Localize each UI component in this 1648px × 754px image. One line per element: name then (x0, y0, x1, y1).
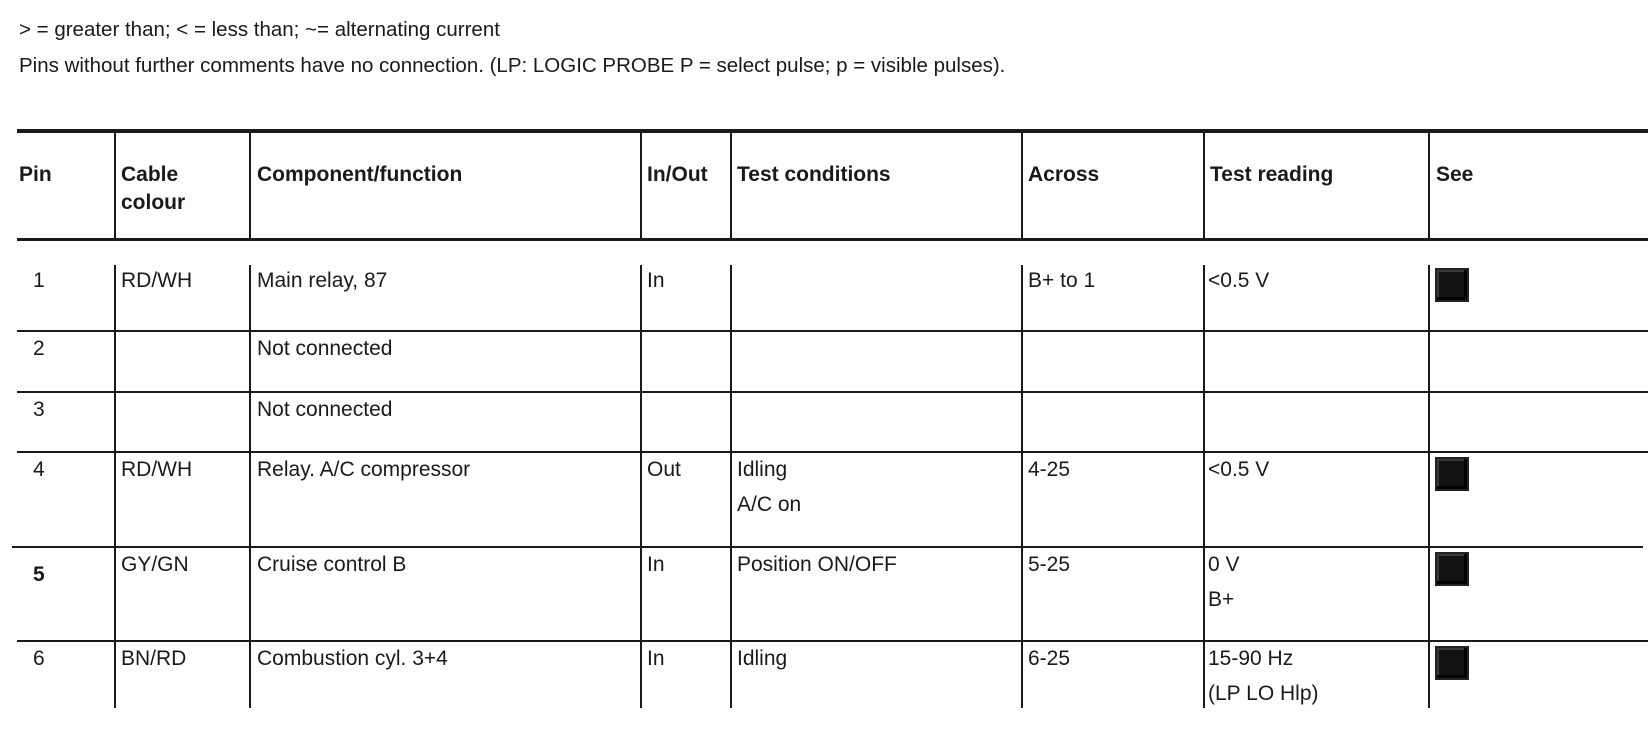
see-reference-box (1435, 552, 1469, 586)
header-col-divider (114, 133, 116, 238)
legend-connection-note: Pins without further comments have no connection. (LP: LOGIC PROBE P = select pulse; p = visible pulses). (19, 54, 1006, 77)
pin-number: 4 (33, 458, 45, 481)
legend-symbols-note: > = greater than; < = less than; ~= alternating current (19, 18, 500, 41)
pin-number: 3 (33, 398, 45, 421)
row-col-divider (1021, 392, 1023, 453)
across-pins: 5-25 (1028, 553, 1071, 576)
row-col-divider (730, 452, 732, 548)
row-col-divider (1021, 331, 1023, 393)
header-cable-line1: Cable (121, 163, 179, 186)
in-out: Out (647, 458, 681, 481)
row-col-divider (640, 392, 642, 453)
header-test-conditions: Test conditions (737, 163, 891, 186)
header-test-reading: Test reading (1210, 163, 1334, 186)
row-col-divider (1428, 547, 1430, 642)
header-pin: Pin (19, 163, 52, 186)
across-pins: 6-25 (1028, 647, 1071, 670)
in-out: In (647, 553, 665, 576)
header-col-divider (1021, 133, 1023, 238)
header-bottom-rule (17, 238, 1648, 241)
pin-number: 2 (33, 337, 45, 360)
header-across: Across (1028, 163, 1100, 186)
row-col-divider (640, 641, 642, 708)
header-see: See (1436, 163, 1474, 186)
cable-colour: GY/GN (121, 553, 189, 576)
row-col-divider (1203, 641, 1205, 708)
test-reading-line1: 0 V (1208, 553, 1240, 576)
header-cable-colour (121, 161, 185, 217)
row-col-divider (1428, 331, 1430, 393)
table-top-rule (17, 129, 1648, 133)
cable-colour: BN/RD (121, 647, 187, 670)
row-col-divider (114, 331, 116, 393)
header-col-divider (640, 133, 642, 238)
pin-number: 5 (33, 563, 45, 586)
header-inout: In/Out (647, 163, 708, 186)
component-function: Not connected (257, 398, 393, 421)
row-col-divider (1203, 392, 1205, 453)
component-function: Relay. A/C compressor (257, 458, 471, 481)
row-col-divider (249, 452, 251, 548)
test-condition-line1: Idling (737, 647, 788, 670)
test-reading-line1: <0.5 V (1208, 458, 1270, 481)
test-reading-line1: 15-90 Hz (1208, 647, 1294, 670)
header-col-divider (1203, 133, 1205, 238)
component-function: Combustion cyl. 3+4 (257, 647, 448, 670)
pin-number: 1 (33, 269, 45, 292)
row-col-divider (1428, 641, 1430, 708)
row-col-divider (114, 641, 116, 708)
test-reading-line2: B+ (1208, 588, 1235, 611)
row-col-divider (640, 547, 642, 642)
see-reference-box (1435, 268, 1469, 302)
row-col-divider (1428, 452, 1430, 548)
test-reading-line1: <0.5 V (1208, 269, 1270, 292)
header-col-divider (730, 133, 732, 238)
see-reference-box (1435, 457, 1469, 491)
test-condition-line2: A/C on (737, 493, 802, 516)
cable-colour: RD/WH (121, 458, 193, 481)
across-pins: B+ to 1 (1028, 269, 1096, 292)
row-col-divider (730, 641, 732, 708)
row-col-divider (1203, 265, 1205, 332)
across-pins: 4-25 (1028, 458, 1071, 481)
row-col-divider (730, 265, 732, 332)
row-col-divider (249, 392, 251, 453)
row-col-divider (249, 265, 251, 332)
row-col-divider (114, 265, 116, 332)
row-col-divider (1021, 452, 1023, 548)
see-reference-box (1435, 646, 1469, 680)
component-function: Not connected (257, 337, 393, 360)
row-col-divider (249, 641, 251, 708)
row-col-divider (249, 547, 251, 642)
header-cable-line2: colour (121, 191, 186, 214)
row-col-divider (730, 392, 732, 453)
row-col-divider (640, 331, 642, 393)
row-col-divider (114, 452, 116, 548)
row-col-divider (1203, 452, 1205, 548)
header-col-divider (1428, 133, 1430, 238)
pin-number: 6 (33, 647, 45, 670)
in-out: In (647, 647, 665, 670)
row-col-divider (1021, 641, 1023, 708)
component-function: Main relay, 87 (257, 269, 388, 292)
header-component: Component/function (257, 163, 463, 186)
row-col-divider (640, 452, 642, 548)
row-col-divider (114, 547, 116, 642)
row-col-divider (1021, 265, 1023, 332)
test-condition-line1: Position ON/OFF (737, 553, 897, 576)
test-condition-line1: Idling (737, 458, 788, 481)
test-reading-line2: (LP LO Hlp) (1208, 682, 1319, 705)
row-col-divider (730, 547, 732, 642)
row-col-divider (1203, 331, 1205, 393)
row-col-divider (114, 392, 116, 453)
header-col-divider (249, 133, 251, 238)
row-col-divider (640, 265, 642, 332)
row-col-divider (1203, 547, 1205, 642)
cable-colour: RD/WH (121, 269, 193, 292)
row-col-divider (730, 331, 732, 393)
in-out: In (647, 269, 665, 292)
row-col-divider (1021, 547, 1023, 642)
component-function: Cruise control B (257, 553, 407, 576)
row-col-divider (1428, 265, 1430, 332)
row-col-divider (1428, 392, 1430, 453)
row-col-divider (249, 331, 251, 393)
